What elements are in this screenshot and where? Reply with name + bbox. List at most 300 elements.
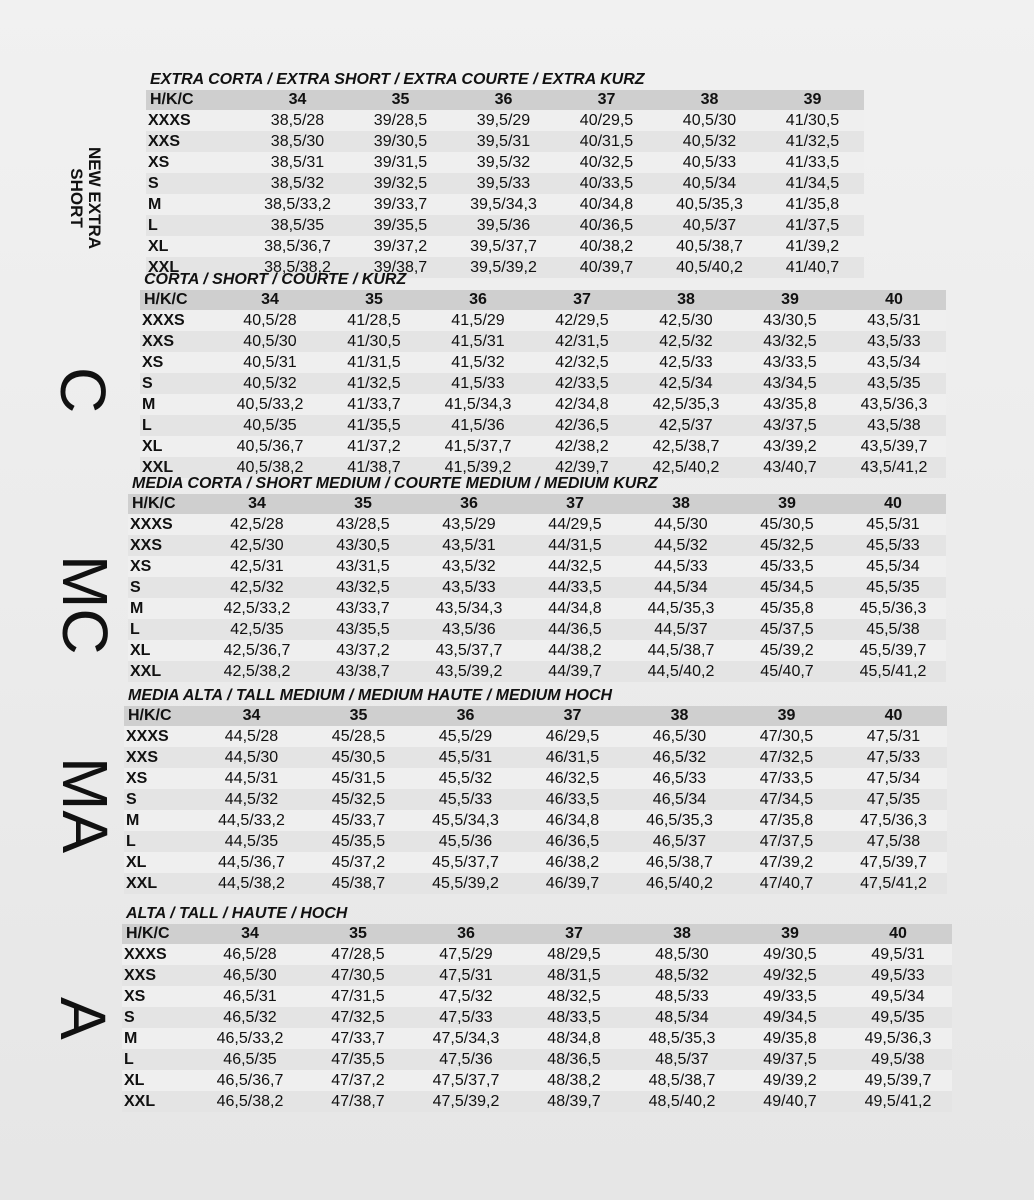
column-header-size: 35	[349, 90, 452, 110]
row-size-label: XXL	[140, 457, 218, 478]
section-title: MEDIA ALTA / TALL MEDIUM / MEDIUM HAUTE / MEDIUM HOCH	[128, 687, 613, 704]
table-cell: 43/28,5	[310, 514, 416, 535]
row-header-label: H/K/C	[122, 924, 196, 944]
section-title: MEDIA CORTA / SHORT MEDIUM / COURTE MEDIUM / MEDIUM KURZ	[132, 475, 658, 492]
section-title: EXTRA CORTA / EXTRA SHORT / EXTRA COURTE / EXTRA KURZ	[150, 71, 645, 88]
table-cell: 38,5/38,2	[246, 257, 349, 278]
side-label-mc: MC	[49, 555, 121, 655]
table-row	[140, 415, 946, 436]
table-cell: 45/40,7	[734, 661, 840, 682]
side-label-ma: MA	[49, 757, 121, 853]
table-row	[122, 1091, 952, 1112]
row-size-label: XXL	[146, 257, 246, 278]
table-cell: 41/40,7	[761, 257, 864, 278]
table-cell: 46/38,2	[519, 852, 626, 873]
table-row	[140, 331, 946, 352]
column-header-size: 34	[196, 924, 304, 944]
table-row	[128, 598, 946, 619]
table-cell: 46,5/35	[196, 1049, 304, 1070]
table-cell: 38,5/33,2	[246, 194, 349, 215]
table-cell: 46/39,7	[519, 873, 626, 894]
table-cell: 44,5/38,7	[628, 640, 734, 661]
table-cell: 40/34,8	[555, 194, 658, 215]
section-title: ALTA / TALL / HAUTE / HOCH	[126, 905, 348, 922]
table-cell: 40,5/32	[658, 131, 761, 152]
row-size-label: L	[124, 831, 198, 852]
row-size-label: L	[140, 415, 218, 436]
table-row	[124, 810, 947, 831]
row-header-label: H/K/C	[140, 290, 218, 310]
table-cell: 45/33,5	[734, 556, 840, 577]
column-header-size: 37	[520, 924, 628, 944]
table-cell: 40/33,5	[555, 173, 658, 194]
table-cell: 45,5/31	[840, 514, 946, 535]
table-row	[146, 236, 864, 257]
column-header-size: 36	[426, 290, 530, 310]
row-size-label: XXS	[122, 965, 196, 986]
table-cell: 47,5/35	[840, 789, 947, 810]
table-cell: 40,5/33	[658, 152, 761, 173]
table-cell: 41/30,5	[761, 110, 864, 131]
table-cell: 44,5/35,3	[628, 598, 734, 619]
table-cell: 44/39,7	[522, 661, 628, 682]
table-cell: 48,5/35,3	[628, 1028, 736, 1049]
table-cell: 40/32,5	[555, 152, 658, 173]
table-row	[122, 1028, 952, 1049]
table-cell: 46,5/33,2	[196, 1028, 304, 1049]
table-cell: 48/34,8	[520, 1028, 628, 1049]
table-cell: 45/37,5	[734, 619, 840, 640]
table-cell: 42/39,7	[530, 457, 634, 478]
table-cell: 47,5/34	[840, 768, 947, 789]
table-cell: 41/34,5	[761, 173, 864, 194]
column-header-size: 38	[628, 494, 734, 514]
table-cell: 43/32,5	[310, 577, 416, 598]
table-cell: 46/36,5	[519, 831, 626, 852]
table-cell: 41/32,5	[322, 373, 426, 394]
table-row	[146, 110, 864, 131]
table-cell: 44,5/28	[198, 726, 305, 747]
table-cell: 48,5/34	[628, 1007, 736, 1028]
row-size-label: XL	[124, 852, 198, 873]
table-cell: 47,5/39,2	[412, 1091, 520, 1112]
column-header-size: 39	[733, 706, 840, 726]
table-cell: 42,5/33	[634, 352, 738, 373]
column-header-size: 39	[736, 924, 844, 944]
column-header-size: 38	[628, 924, 736, 944]
table-cell: 42/36,5	[530, 415, 634, 436]
table-cell: 44,5/38,2	[198, 873, 305, 894]
table-row	[124, 831, 947, 852]
table-cell: 47/35,5	[304, 1049, 412, 1070]
table-cell: 45,5/36,3	[840, 598, 946, 619]
column-header-size: 35	[310, 494, 416, 514]
row-size-label: XXS	[128, 535, 204, 556]
table-cell: 45/37,2	[305, 852, 412, 873]
table-row	[146, 152, 864, 173]
table-row	[140, 436, 946, 457]
table-row	[140, 352, 946, 373]
table-cell: 48,5/33	[628, 986, 736, 1007]
table-cell: 45,5/39,2	[412, 873, 519, 894]
table-cell: 46,5/30	[196, 965, 304, 986]
table-cell: 49,5/41,2	[844, 1091, 952, 1112]
table-cell: 41/37,5	[761, 215, 864, 236]
table-cell: 46,5/33	[626, 768, 733, 789]
row-size-label: XXS	[140, 331, 218, 352]
column-header-size: 36	[412, 924, 520, 944]
table-cell: 47/32,5	[733, 747, 840, 768]
table-cell: 47,5/31	[412, 965, 520, 986]
table-cell: 45,5/36	[412, 831, 519, 852]
table-cell: 39,5/33	[452, 173, 555, 194]
row-size-label: S	[124, 789, 198, 810]
table-cell: 47/37,2	[304, 1070, 412, 1091]
table-cell: 45,5/33	[840, 535, 946, 556]
size-table	[124, 706, 947, 894]
table-cell: 42,5/37	[634, 415, 738, 436]
table-cell: 44/38,2	[522, 640, 628, 661]
table-cell: 43/38,7	[310, 661, 416, 682]
table-cell: 44/33,5	[522, 577, 628, 598]
table-cell: 45/31,5	[305, 768, 412, 789]
table-row	[146, 131, 864, 152]
table-cell: 46/32,5	[519, 768, 626, 789]
table-cell: 43/40,7	[738, 457, 842, 478]
table-cell: 41,5/29	[426, 310, 530, 331]
table-cell: 42,5/40,2	[634, 457, 738, 478]
table-cell: 40,5/32	[218, 373, 322, 394]
table-cell: 41/32,5	[761, 131, 864, 152]
table-cell: 43,5/39,7	[842, 436, 946, 457]
table-cell: 44,5/36,7	[198, 852, 305, 873]
table-cell: 44,5/40,2	[628, 661, 734, 682]
side-label-new-extra-short	[63, 143, 103, 253]
table-cell: 41/35,8	[761, 194, 864, 215]
table-cell: 40/36,5	[555, 215, 658, 236]
row-size-label: S	[146, 173, 246, 194]
table-cell: 40/31,5	[555, 131, 658, 152]
table-row	[124, 768, 947, 789]
table-cell: 41/28,5	[322, 310, 426, 331]
table-cell: 39,5/29	[452, 110, 555, 131]
row-size-label: M	[122, 1028, 196, 1049]
table-cell: 41,5/37,7	[426, 436, 530, 457]
table-cell: 46/31,5	[519, 747, 626, 768]
table-cell: 39/31,5	[349, 152, 452, 173]
table-cell: 42,5/35	[204, 619, 310, 640]
table-cell: 45,5/31	[412, 747, 519, 768]
row-size-label: XS	[140, 352, 218, 373]
table-cell: 48/33,5	[520, 1007, 628, 1028]
side-label-line1: NEW EXTRA	[85, 147, 104, 249]
column-header-size: 40	[840, 706, 947, 726]
table-cell: 43/30,5	[310, 535, 416, 556]
table-row	[122, 986, 952, 1007]
table-cell: 43/32,5	[738, 331, 842, 352]
table-cell: 47/28,5	[304, 944, 412, 965]
table-row	[122, 1070, 952, 1091]
table-cell: 46,5/35,3	[626, 810, 733, 831]
table-cell: 47,5/41,2	[840, 873, 947, 894]
section-tall-medium	[124, 686, 947, 894]
column-header-size: 39	[761, 90, 864, 110]
table-cell: 45,5/34	[840, 556, 946, 577]
column-header-size: 36	[452, 90, 555, 110]
table-cell: 40,5/35,3	[658, 194, 761, 215]
table-cell: 38,5/31	[246, 152, 349, 173]
table-cell: 46,5/38,2	[196, 1091, 304, 1112]
table-cell: 45/35,8	[734, 598, 840, 619]
table-row	[124, 852, 947, 873]
table-cell: 39,5/31	[452, 131, 555, 152]
column-header-size: 38	[658, 90, 761, 110]
size-table	[140, 290, 946, 478]
table-cell: 45,5/41,2	[840, 661, 946, 682]
table-row	[128, 514, 946, 535]
column-header-size: 34	[198, 706, 305, 726]
row-size-label: XXL	[128, 661, 204, 682]
table-cell: 43/39,2	[738, 436, 842, 457]
table-cell: 48,5/32	[628, 965, 736, 986]
table-cell: 49,5/36,3	[844, 1028, 952, 1049]
table-cell: 39/38,7	[349, 257, 452, 278]
row-size-label: XXS	[124, 747, 198, 768]
table-cell: 39/30,5	[349, 131, 452, 152]
table-cell: 41/30,5	[322, 331, 426, 352]
table-cell: 45/32,5	[305, 789, 412, 810]
table-cell: 39,5/32	[452, 152, 555, 173]
table-cell: 49/33,5	[736, 986, 844, 1007]
table-cell: 43,5/36,3	[842, 394, 946, 415]
table-cell: 49,5/31	[844, 944, 952, 965]
table-cell: 48/31,5	[520, 965, 628, 986]
table-cell: 43/37,5	[738, 415, 842, 436]
table-cell: 43/33,5	[738, 352, 842, 373]
table-cell: 40,5/40,2	[658, 257, 761, 278]
table-cell: 44,5/33	[628, 556, 734, 577]
row-size-label: XXXS	[140, 310, 218, 331]
table-cell: 47/38,7	[304, 1091, 412, 1112]
table-cell: 49/34,5	[736, 1007, 844, 1028]
table-cell: 42,5/36,7	[204, 640, 310, 661]
table-cell: 44,5/34	[628, 577, 734, 598]
table-cell: 41/33,5	[761, 152, 864, 173]
row-size-label: S	[122, 1007, 196, 1028]
table-cell: 41/38,7	[322, 457, 426, 478]
table-row	[124, 873, 947, 894]
table-cell: 40,5/37	[658, 215, 761, 236]
column-header-size: 39	[734, 494, 840, 514]
table-cell: 38,5/30	[246, 131, 349, 152]
table-cell: 41/35,5	[322, 415, 426, 436]
row-size-label: L	[128, 619, 204, 640]
table-cell: 42,5/30	[634, 310, 738, 331]
table-row	[122, 965, 952, 986]
table-cell: 42/31,5	[530, 331, 634, 352]
table-cell: 42,5/38,2	[204, 661, 310, 682]
table-cell: 42,5/32	[634, 331, 738, 352]
table-cell: 39,5/36	[452, 215, 555, 236]
table-cell: 44,5/37	[628, 619, 734, 640]
column-header-size: 34	[218, 290, 322, 310]
table-cell: 45/39,2	[734, 640, 840, 661]
table-cell: 43,5/33	[842, 331, 946, 352]
table-cell: 48,5/40,2	[628, 1091, 736, 1112]
table-row	[146, 173, 864, 194]
table-cell: 48/36,5	[520, 1049, 628, 1070]
table-cell: 42/32,5	[530, 352, 634, 373]
column-header-size: 39	[738, 290, 842, 310]
section-tall	[122, 904, 952, 1112]
table-row	[122, 1007, 952, 1028]
table-cell: 47/39,2	[733, 852, 840, 873]
column-header-size: 37	[519, 706, 626, 726]
table-cell: 49/35,8	[736, 1028, 844, 1049]
table-cell: 46,5/28	[196, 944, 304, 965]
table-cell: 43,5/41,2	[842, 457, 946, 478]
table-cell: 39/35,5	[349, 215, 452, 236]
table-cell: 41,5/34,3	[426, 394, 530, 415]
table-cell: 42,5/33,2	[204, 598, 310, 619]
table-cell: 47,5/37,7	[412, 1070, 520, 1091]
column-header-size: 37	[530, 290, 634, 310]
table-cell: 43,5/33	[416, 577, 522, 598]
column-header-size: 34	[246, 90, 349, 110]
table-cell: 39,5/34,3	[452, 194, 555, 215]
table-cell: 40,5/34	[658, 173, 761, 194]
column-header-size: 38	[634, 290, 738, 310]
table-cell: 38,5/28	[246, 110, 349, 131]
table-cell: 48/29,5	[520, 944, 628, 965]
column-header-size: 36	[416, 494, 522, 514]
table-cell: 47/31,5	[304, 986, 412, 1007]
table-cell: 43,5/35	[842, 373, 946, 394]
column-header-size: 34	[204, 494, 310, 514]
size-table	[122, 924, 952, 1112]
table-cell: 46/34,8	[519, 810, 626, 831]
row-size-label: XXL	[122, 1091, 196, 1112]
table-cell: 47,5/36,3	[840, 810, 947, 831]
table-cell: 42,5/28	[204, 514, 310, 535]
table-row	[128, 619, 946, 640]
table-cell: 48,5/30	[628, 944, 736, 965]
table-cell: 45/34,5	[734, 577, 840, 598]
table-cell: 42,5/34	[634, 373, 738, 394]
row-size-label: XL	[122, 1070, 196, 1091]
section-title: CORTA / SHORT / COURTE / KURZ	[144, 271, 407, 288]
table-cell: 40,5/38,7	[658, 236, 761, 257]
table-header-row	[124, 706, 947, 726]
table-cell: 43,5/37,7	[416, 640, 522, 661]
table-cell: 48,5/37	[628, 1049, 736, 1070]
table-cell: 43,5/38	[842, 415, 946, 436]
table-cell: 47,5/34,3	[412, 1028, 520, 1049]
table-cell: 43,5/29	[416, 514, 522, 535]
table-cell: 40,5/38,2	[218, 457, 322, 478]
table-cell: 40,5/30	[218, 331, 322, 352]
table-cell: 44,5/32	[198, 789, 305, 810]
table-cell: 38,5/32	[246, 173, 349, 194]
table-cell: 39,5/39,2	[452, 257, 555, 278]
row-size-label: XS	[124, 768, 198, 789]
row-size-label: XXL	[124, 873, 198, 894]
table-cell: 43,5/34,3	[416, 598, 522, 619]
table-cell: 47/34,5	[733, 789, 840, 810]
table-cell: 43/37,2	[310, 640, 416, 661]
table-cell: 44,5/30	[628, 514, 734, 535]
table-cell: 43,5/32	[416, 556, 522, 577]
row-size-label: XXS	[146, 131, 246, 152]
table-cell: 44,5/32	[628, 535, 734, 556]
table-cell: 40/29,5	[555, 110, 658, 131]
table-cell: 45/35,5	[305, 831, 412, 852]
table-cell: 45,5/35	[840, 577, 946, 598]
column-header-size: 37	[522, 494, 628, 514]
row-header-label: H/K/C	[146, 90, 246, 110]
table-row	[122, 944, 952, 965]
table-row	[128, 661, 946, 682]
table-cell: 47,5/36	[412, 1049, 520, 1070]
table-cell: 47/35,8	[733, 810, 840, 831]
table-cell: 41,5/39,2	[426, 457, 530, 478]
column-header-size: 38	[626, 706, 733, 726]
table-cell: 46,5/30	[626, 726, 733, 747]
size-table	[146, 90, 864, 278]
table-cell: 41,5/33	[426, 373, 530, 394]
table-cell: 40/39,7	[555, 257, 658, 278]
table-cell: 42,5/30	[204, 535, 310, 556]
table-row	[140, 310, 946, 331]
table-cell: 47/37,5	[733, 831, 840, 852]
section-short-medium	[128, 474, 946, 682]
table-cell: 46,5/38,7	[626, 852, 733, 873]
table-cell: 48/39,7	[520, 1091, 628, 1112]
table-cell: 48/32,5	[520, 986, 628, 1007]
table-cell: 43,5/31	[842, 310, 946, 331]
table-cell: 43/35,5	[310, 619, 416, 640]
table-row	[128, 535, 946, 556]
table-header-row	[140, 290, 946, 310]
table-cell: 43/34,5	[738, 373, 842, 394]
table-cell: 47,5/29	[412, 944, 520, 965]
table-cell: 41,5/31	[426, 331, 530, 352]
table-cell: 44/31,5	[522, 535, 628, 556]
table-cell: 49/40,7	[736, 1091, 844, 1112]
table-cell: 47,5/31	[840, 726, 947, 747]
table-cell: 44,5/31	[198, 768, 305, 789]
table-cell: 38,5/36,7	[246, 236, 349, 257]
table-cell: 46,5/40,2	[626, 873, 733, 894]
table-cell: 47/40,7	[733, 873, 840, 894]
table-cell: 48,5/38,7	[628, 1070, 736, 1091]
table-cell: 45/38,7	[305, 873, 412, 894]
row-size-label: M	[140, 394, 218, 415]
table-cell: 44/32,5	[522, 556, 628, 577]
table-cell: 45,5/34,3	[412, 810, 519, 831]
row-size-label: XL	[128, 640, 204, 661]
column-header-size: 36	[412, 706, 519, 726]
table-cell: 44/34,8	[522, 598, 628, 619]
table-cell: 47,5/33	[412, 1007, 520, 1028]
table-row	[146, 194, 864, 215]
table-cell: 47,5/33	[840, 747, 947, 768]
column-header-size: 35	[322, 290, 426, 310]
side-label-a: A	[47, 997, 119, 1040]
row-size-label: XL	[140, 436, 218, 457]
table-cell: 47/33,7	[304, 1028, 412, 1049]
column-header-size: 40	[840, 494, 946, 514]
